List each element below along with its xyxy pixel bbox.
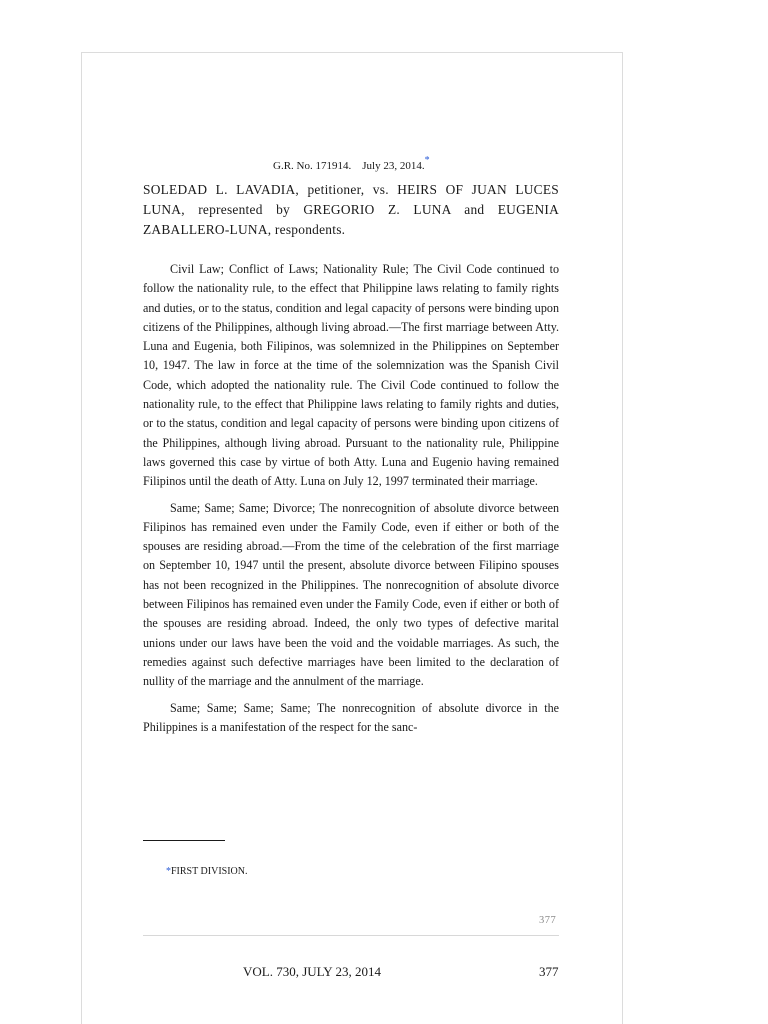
footnote-marker[interactable]: * <box>166 866 171 877</box>
syllabus-body <box>143 260 559 744</box>
page-divider <box>143 935 559 936</box>
footnote <box>166 866 248 877</box>
case-date: July 23, 2014. <box>362 160 425 172</box>
case-parties: SOLEDAD L. LAVADIA, petitioner, vs. HEIRS OF JUAN LUCES LUNA, represented by GREGORIO Z. LUNA and EUGENIA ZABALLERO-LUNA, respondents. <box>143 182 559 237</box>
case-heading <box>273 155 430 172</box>
footnote-text: FIRST DIVISION. <box>171 866 248 877</box>
syllabus-paragraph: Same; Same; Same; Same; The nonrecognition of absolute divorce in the Philippines is a manifestation of the respect for the sanc- <box>143 700 559 734</box>
footnote-reference-link[interactable]: * <box>424 155 430 166</box>
syllabus-paragraph: Civil Law; Conflict of Laws; Nationality Rule; The Civil Code continued to follow the nationality rule, to the effect that Philippine laws relating to family rights and duties, or to the status, condition and legal capacity of persons were binding upon citizens of the Philippines, although living abroad.—The first marriage between Atty. Luna and Eugenia, both Filipinos, was solemnized in the Philippines on September 10, 1947. The law in force at the time of the solemnization was the Spanish Civil Code, which adopted the nationality rule. The Civil Code continued to follow the nationality rule, to the effect that Philippine laws relating to family rights and duties, or to the status, condition and legal capacity of persons were binding upon citizens of the Philippines, although living abroad. Pursuant to the nationality rule, Philippine laws governed this case by virtue of both Atty. Luna and Eugenio having remained Filipinos until the death of Atty. Luna on July 12, 1997 terminated their marriage. <box>143 262 559 489</box>
syllabus-paragraph: Same; Same; Same; Divorce; The nonrecognition of absolute divorce between Filipinos has remained even under the Family Code, even if either or both of the spouses are residing abroad.—From the time of the celebration of the first marriage on September 10, 1947 until the present, absolute divorce between Filipino spouses has not been recognized in the Philippines. The nonrecognition of absolute divorce between Filipinos has remained even under the Family Code, even if either or both of the spouses are residing abroad. Indeed, the only two types of defective marital unions under our laws have been the void and the voidable marriages. As such, the remedies against such defective marriages have been limited to the declaration of nullity of the marriage and the annulment of the marriage. <box>143 500 559 689</box>
footer-volume: VOL. 730, JULY 23, 2014 <box>243 964 381 979</box>
case-number: G.R. No. 171914. <box>273 160 352 172</box>
footer-page-number: 377 <box>539 964 559 979</box>
footnote-divider <box>143 840 225 841</box>
page-number-indicator: 377 <box>539 915 557 926</box>
